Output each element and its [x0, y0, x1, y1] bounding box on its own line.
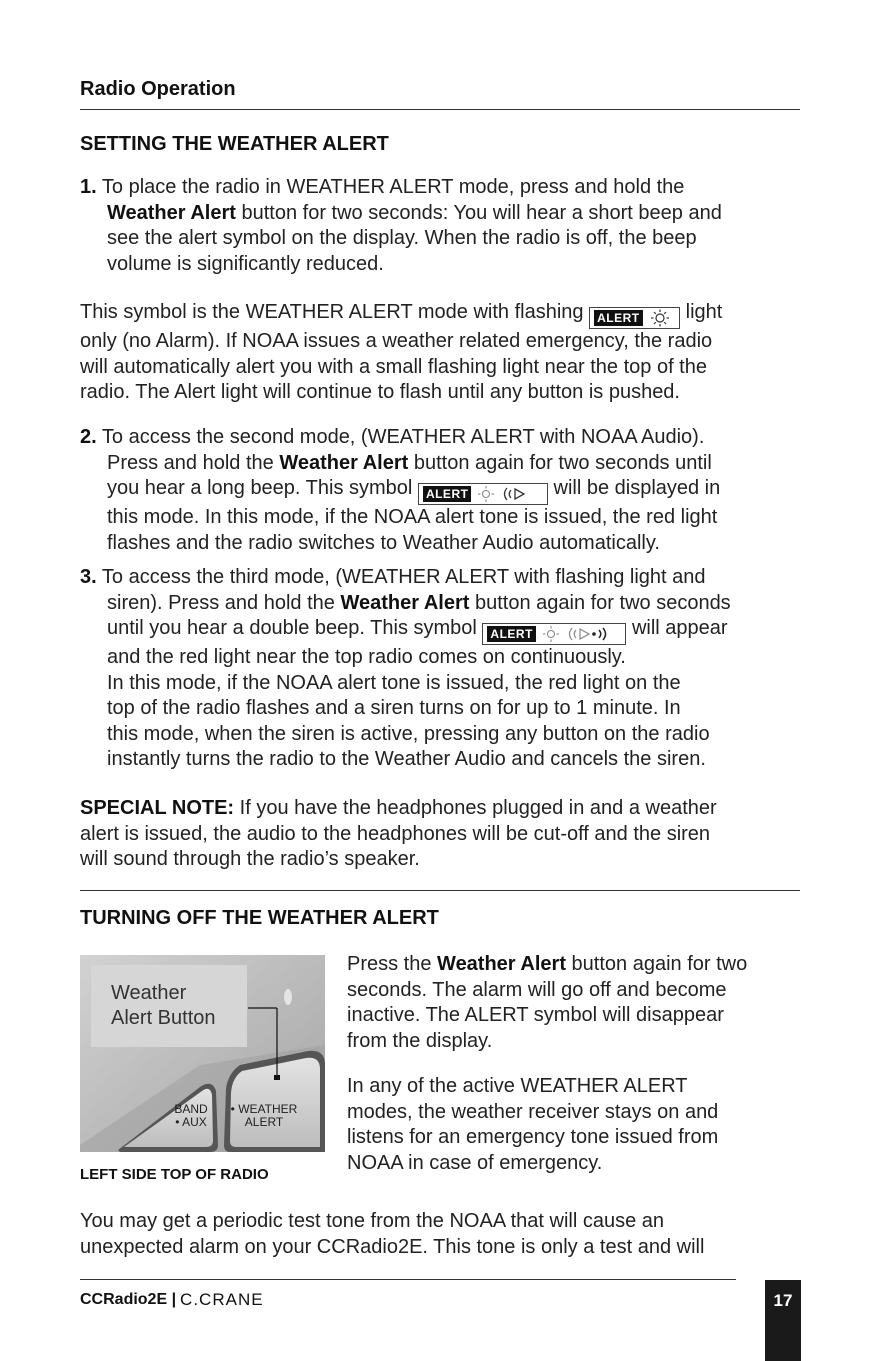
light-icon — [477, 485, 495, 503]
footer-rule — [80, 1279, 736, 1280]
step-2-line-3a: you hear a long beep. This symbol — [107, 477, 418, 499]
photo-caption: LEFT SIDE TOP OF RADIO — [80, 1166, 269, 1183]
step-3-line-1: To access the third mode, (WEATHER ALERT with flashing light and — [101, 566, 706, 588]
turnoff-p1-line-3: inactive. The ALERT symbol will disappear — [347, 1004, 724, 1026]
alert-label: ALERT — [244, 1115, 284, 1129]
brand-logo: C.CRANE — [180, 1290, 264, 1309]
step-2-number: 2. — [80, 426, 97, 448]
special-note — [80, 796, 810, 873]
weather-alert-button-label — [230, 1103, 298, 1129]
alert-badge: ALERT — [487, 626, 536, 642]
symbol-para-line-3: will automatically alert you with a small flashing light near the top of the — [80, 355, 707, 378]
section-divider — [80, 890, 800, 891]
test-tone-line-1: You may get a periodic test tone from the NOAA that will cause an — [80, 1210, 665, 1232]
symbol-para-line-2: only (no Alarm). If NOAA issues a weather related emergency, the radio — [80, 330, 713, 352]
test-tone-line-2: unexpected alarm on your CCRadio2E. This tone is only a test and will — [80, 1235, 705, 1258]
header-rule — [80, 109, 800, 110]
weather-alert-term: Weather Alert — [279, 451, 409, 474]
siren-icon — [566, 625, 612, 643]
photo-callout-label — [91, 965, 247, 1047]
step-3-line-5: In this mode, if the NOAA alert tone is issued, the red light on the — [107, 671, 681, 694]
step-1-line-4: volume is significantly reduced. — [107, 252, 384, 275]
step-3-line-2a: siren). Press and hold the — [107, 591, 341, 614]
turnoff-p1-line-2: seconds. The alarm will go off and become — [347, 978, 727, 1001]
step-1-line-3: see the alert symbol on the display. When the radio is off, the beep — [107, 227, 697, 249]
audio-icon — [501, 485, 531, 503]
page-number: 17 — [765, 1280, 801, 1361]
aux-label: • AUX — [175, 1115, 207, 1129]
step-3-line-6: top of the radio flashes and a siren turns on for up to 1 minute. In — [107, 697, 681, 719]
step-2-line-3b: will be displayed in — [547, 477, 721, 499]
step-3-line-3b: will appear — [626, 617, 728, 639]
radio-top-photo — [80, 955, 325, 1152]
alert-badge: ALERT — [423, 486, 472, 502]
alert-light-symbol — [589, 307, 680, 329]
symbol-para-line-1a: This symbol is the WEATHER ALERT mode with flashing — [80, 301, 590, 323]
step-2-line-2a: Press and hold the — [107, 451, 280, 474]
step-1 — [80, 175, 810, 277]
step-3-line-2b: button again for two seconds — [469, 591, 731, 614]
step-2-line-2b: button again for two seconds until — [408, 451, 712, 474]
light-icon — [649, 309, 671, 327]
symbol-para-line-4: radio. The Alert light will continue to flash until any button is pushed. — [80, 381, 680, 403]
turnoff-p2-line-1: In any of the active WEATHER ALERT — [347, 1075, 688, 1097]
weather-alert-term: Weather Alert — [107, 201, 236, 224]
special-note-line-2: alert is issued, the audio to the headphones will be cut-off and the siren — [80, 822, 711, 845]
test-tone-paragraph — [80, 1209, 810, 1260]
section-title-setting: SETTING THE WEATHER ALERT — [80, 133, 389, 155]
band-label: BAND — [174, 1102, 208, 1116]
special-note-line-3: will sound through the radio’s speaker. — [80, 848, 420, 870]
turnoff-p2-line-2: modes, the weather receiver stays on and — [347, 1100, 719, 1123]
turnoff-p2-line-4: NOAA in case of emergency. — [347, 1151, 603, 1174]
section-title-turning-off: TURNING OFF THE WEATHER ALERT — [80, 907, 439, 929]
weather-alert-term: Weather Alert — [340, 591, 470, 614]
photo-callout-line-1: Weather — [111, 982, 187, 1004]
alert-siren-symbol — [482, 623, 626, 645]
alert-audio-symbol — [418, 483, 548, 505]
turnoff-paragraph-2 — [347, 1074, 807, 1176]
step-1-line-1: To place the radio in WEATHER ALERT mode, press and hold the — [101, 176, 685, 198]
footer — [80, 1290, 264, 1310]
symbol-paragraph — [80, 300, 810, 406]
page-header-title: Radio Operation — [80, 78, 236, 100]
step-3-line-3a: until you hear a double beep. This symbol — [107, 617, 483, 639]
step-2-line-1: To access the second mode, (WEATHER ALERT with NOAA Audio). — [101, 426, 705, 448]
special-note-label: SPECIAL NOTE: — [80, 797, 235, 819]
photo-callout-line-2: Alert Button — [111, 1007, 216, 1029]
turnoff-paragraph-1 — [347, 952, 807, 1054]
turnoff-p2-line-3: listens for an emergency tone issued from — [347, 1126, 719, 1148]
step-3-number: 3. — [80, 566, 97, 588]
weather-alert-term: Weather Alert — [437, 953, 566, 975]
turnoff-p1-line-1b: button again for two — [565, 953, 748, 975]
step-3 — [80, 565, 810, 773]
turnoff-p1-line-1a: Press the — [347, 953, 438, 975]
weather-label: • WEATHER — [230, 1102, 298, 1116]
turnoff-p1-line-4: from the display. — [347, 1029, 493, 1052]
step-2-line-5: flashes and the radio switches to Weather Audio automatically. — [107, 531, 660, 554]
alert-badge: ALERT — [594, 310, 643, 326]
step-3-line-7: this mode, when the siren is active, pressing any button on the radio — [107, 722, 710, 745]
symbol-para-line-1b: light — [680, 301, 723, 323]
special-note-line-1: If you have the headphones plugged in and a weather — [234, 797, 717, 819]
step-2 — [80, 425, 810, 556]
step-3-line-4: and the red light near the top radio comes on continuously. — [107, 646, 626, 668]
footer-model: CCRadio2E | — [80, 1291, 177, 1308]
step-1-line-2: button for two seconds: You will hear a short beep and — [235, 201, 722, 224]
step-1-number: 1. — [80, 176, 97, 198]
band-aux-button-label — [165, 1103, 217, 1129]
step-3-line-8: instantly turns the radio to the Weather Audio and cancels the siren. — [107, 748, 706, 770]
light-icon — [542, 625, 560, 643]
step-2-line-4: this mode. In this mode, if the NOAA alert tone is issued, the red light — [107, 506, 718, 528]
